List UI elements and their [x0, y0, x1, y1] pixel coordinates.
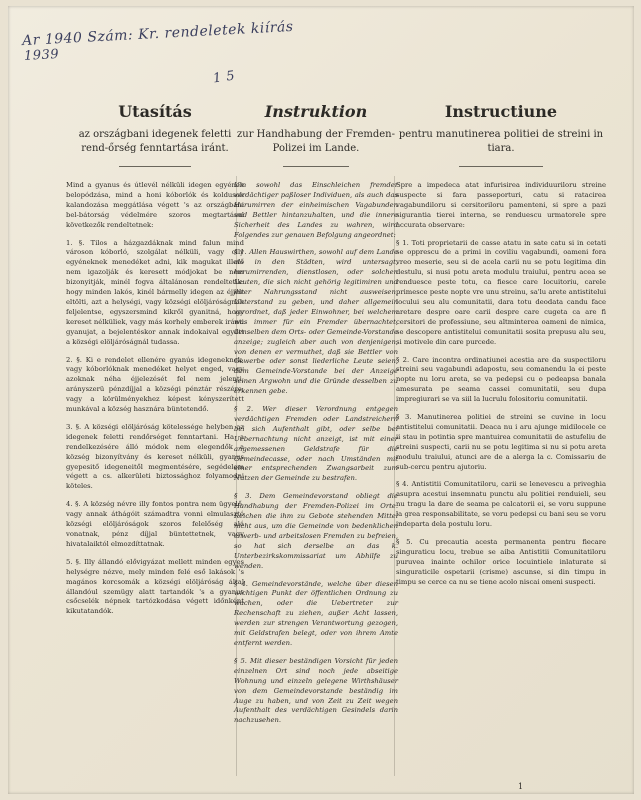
german-preamble: Um sowohl das Einschleichen fremder verdächtiger paßloser Individuen, als auch das Herumirren der einheimischen Vagabunden und Bettler hintanzuhalten, und die innere Sicherheit des Landes zu wahren, wird Folgendes zur genauen Befolgung angeordnet: — [234, 181, 398, 239]
romanian-preamble: Spre a impedeca atat infurisirea individuuriloru streine suspecte si fara passeporturi, catu si ratacirea vagabundiloru si cersitoriloru pamenteni, si spre a pazi sigurantia tierei interna, se renduescu urmatorele spre accurata observare: — [396, 181, 606, 229]
hungarian-section-4: 4. §. A község névre illy fontos pontra nem ügyelő, vagy annak áthágóit számadtra vonni elmulasztó községi elöljáróságok szoros felelőség alá vonatnak, pénz díjjal büntettetnek, vagy hivatalaiktól elmozdíttatnak. — [66, 500, 244, 548]
title-rule — [459, 166, 543, 167]
page-number: 1 — [518, 782, 524, 791]
hungarian-column — [66, 102, 244, 625]
romanian-section-3: § 3. Manutinerea politiei de streini se cuvine in locu antistitelui comunitatii. Deaca nu i aru ajunge midilocele ce ii stau in potintia spre mantuirea comunitatii de astufeliu de streini suspecti, carii nu se potu legitima si nu si potu areta modulu traiului, atunci are de a alerga la c. Comissariu de sub-cercu pentru ajutoriu. — [396, 413, 606, 471]
romanian-column — [396, 102, 606, 596]
romanian-section-1: § 1. Toti proprietarii de casse atatu in sate catu si in cetati se opprescu de a primi in coviliu vagabundi, oameni fora vreo meserie, seu si de acela carii nu se potu legitima din destulu, si nusi potu areta modulu traiului, pentru acea se renduesce peste totu, ca fiesce care locuitoriu, carele primesce peste nopte vre unu streinu, sa'lu arete antistitelui locului seu alu comunitatii, dara totu deodata candu face aretare despre oare carii despre care cugeta ca are fi cersitori de professiune, seu altminterea oameni de nimica, se descopere antistitelui comunitatii sosita prepusu alu seu, si motivele din care purcede. — [396, 238, 606, 346]
german-column — [234, 102, 398, 734]
document-sheet — [8, 6, 634, 794]
handwritten-note: Ar 1940 Szám: Kr. rendeletek kiírás — [21, 18, 294, 50]
hungarian-title: Utasítás — [118, 102, 192, 121]
german-section-5: § 5. Mit dieser beständigen Vorsicht für jeden einzelnen Ort sind noch jede abseitige Wohnung und einzeln gelegene Wirthshäuser von dem Gemeindevorstande beständig im Auge zu haben, und von Zeit zu Zeit wegen Aufenthalt des verdächtigen Gesindels darin nachzusehen. — [234, 656, 398, 725]
hungarian-section-1: 1. §. Tilos a házgazdáknak mind falun mind városon kóborló, szolgálat nélküli, vagy olly egyéneknek menedéket adni, kik magukat illető nem igazolják és keresett módjokat be nem bizonyitják, minél fogva általánosan rendeltetik: hogy minden lakós, kinél bármelly idegen az éjjelt eltölti, azt a helységi, vagy községi elöljáróságnak feljelentse, egyszersmind kikről gyanitná, hogy kereset nélküliek, vagy más korhely emberek iránti gyanujat, a bejelentéskor annak indokaival együtt a községi elöljáróságnál tudassa. — [66, 238, 244, 346]
hungarian-section-5: 5. §. Illy állandó elővigyázat mellett minden egyes helységre nézve, mely minden felé eső lakások 's magános korcsomák a községi elöljáróság által állandóul szemügy alatt tartandók 's a gyanus csőcselék népnek tartózkodása végett időnként kikutatandók. — [66, 557, 244, 616]
title-rule — [119, 166, 190, 167]
hungarian-section-2: 2. §. Ki e rendelet ellenére gyanús idegeneknek, vagy kóborlóknak menedéket helyet enged, vagy azoknak néha éjjelezését fel nem jelenti, arányszerü pénzdíjjal a községi pénztár részére, vagy a körülményekhez képest kényszerített munkával a község hasznára büntetendő. — [66, 355, 244, 414]
handwritten-mark: 1 5 — [212, 68, 237, 87]
german-title: Instruktion — [264, 102, 368, 121]
german-subtitle: zur Handhabung der Fremden-Polizei im Lande. — [237, 129, 395, 154]
hungarian-preamble: Mind a gyanus és útlevél nélküli idegen egyének belopódzása, mind a honi kóborlók és koldusok kalandozása meggátlása végett 's az országbani bel-bátorság védelmére szoros megtartásul következők rendeltetnek: — [66, 181, 244, 229]
german-section-3: § 3. Dem Gemeindevorstand obliegt die Handhabung der Fremden-Polizei im Orte. Reichen die ihm zu Gebote stehenden Mittel nicht aus, um die Gemeinde von bedenklichen erwerb- und arbeitslosen Fremden zu befreien, so hat sich derselbe an das k. Unterbezirkskommissariat um Abhilfe zu wenden. — [234, 492, 398, 570]
handwritten-year: 1939 — [23, 47, 60, 64]
german-section-2: § 2. Wer dieser Verordnung entgegen verdächtigen Fremden oder Landstreichern bei sich Aufenthalt gibt, oder selbe bei Uebernachtung nicht anzeigt, ist mit einer angemessenen Geldstrafe für die Gemeindecasse, oder nach Umständen mit einer entsprechenden Zwangsarbeit zum Nutzen der Gemeinde zu bestrafen. — [234, 405, 398, 483]
german-section-1: § 1. Allen Hauswirthen, sowohl auf dem Lande als in den Städten, wird untersagt, herumirrenden, dienstlosen, oder solchen Leuten, die sich nicht gehörig legitimiren und ihrer Nahrungsstand nicht ausweisen, Unterstand zu geben, und daher allgemein verordnet, daß jeder Einwohner, bei welchem was immer für ein Fremder übernachtet, denselben dem Orts- oder Gemeinde-Vorstande anzeige; zugleich aber auch von denjenigen, von denen er vermuthet, daß sie Bettler von Gewerbe oder sonst liederliche Leute seien, dem Gemeinde-Vorstande bei der Anzeige seinen Argwohn und die Gründe desselben zu erkennen gebe. — [234, 248, 398, 396]
romanian-section-2: § 2. Care incontra ordinatiunei acestia are da suspectiloru streini seu vagabundi adapostu, seu comanendu la ei peste nopte nu loru areta, se va pedepsi cu o pedeapsa banala amesurata pe seama cassei comunitatii, seu dupa impregiurari se va siil la lucrulu folositoriu comunitatii. — [396, 355, 606, 404]
romanian-section-4: § 4. Antistitii Comunitatiloru, carii se lenevescu a priveghia asupra acestui insemnatu punctu alu politiei renduieli, seu nu tragu la dare de seama pe calcatorii ei, se voru suppune la grea responsabilitate, se voru pedepsi cu bani seu se voru indeparta dela postulu loru. — [396, 480, 606, 529]
hungarian-subtitle: az országbani idegenek feletti rend-őrség fenntartása iránt. — [78, 129, 232, 154]
german-section-4: § 4. Gemeindevorstände, welche über diesen wichtigen Punkt der öffentlichen Ordnung zu wachen, oder die Uebertreter zur Rechenschaft zu ziehen, außer Acht lassen, werden zur strengen Verantwortung gezogen, mit Geldstrafen belegt, oder von ihrem Amte entfernt werden. — [234, 579, 398, 647]
hungarian-section-3: 3. §. A községi elöljáróság kötelessége helyben az idegenek feletti rendőrséget fenntartani. Ha a rendelkezésére álló módok nem elegendők a község bizonyítvány és kereset nélküli, gyanus gyepesitő idegeneitől megmentésére, segédelem végett a cs. alkerületi biztossághoz folyamodni köteles. — [66, 422, 244, 491]
romanian-title: Instructiune — [444, 102, 558, 121]
romanian-subtitle: pentru manutinerea politiei de streini in tiara. — [398, 129, 604, 154]
romanian-section-5: § 5. Cu precautia acesta permanenta pentru fiecare singuraticu locu, trebue se aiba Antistitii Comunitatiloru puruvea inainte ochilor orice locuintiele inlaturate si singuraticile ospetarii (crisme) ascunse, si din timpu in timpu se cerce ca nu se tiene acolo niscai omeni suspecti. — [396, 538, 606, 586]
title-rule — [283, 166, 349, 167]
